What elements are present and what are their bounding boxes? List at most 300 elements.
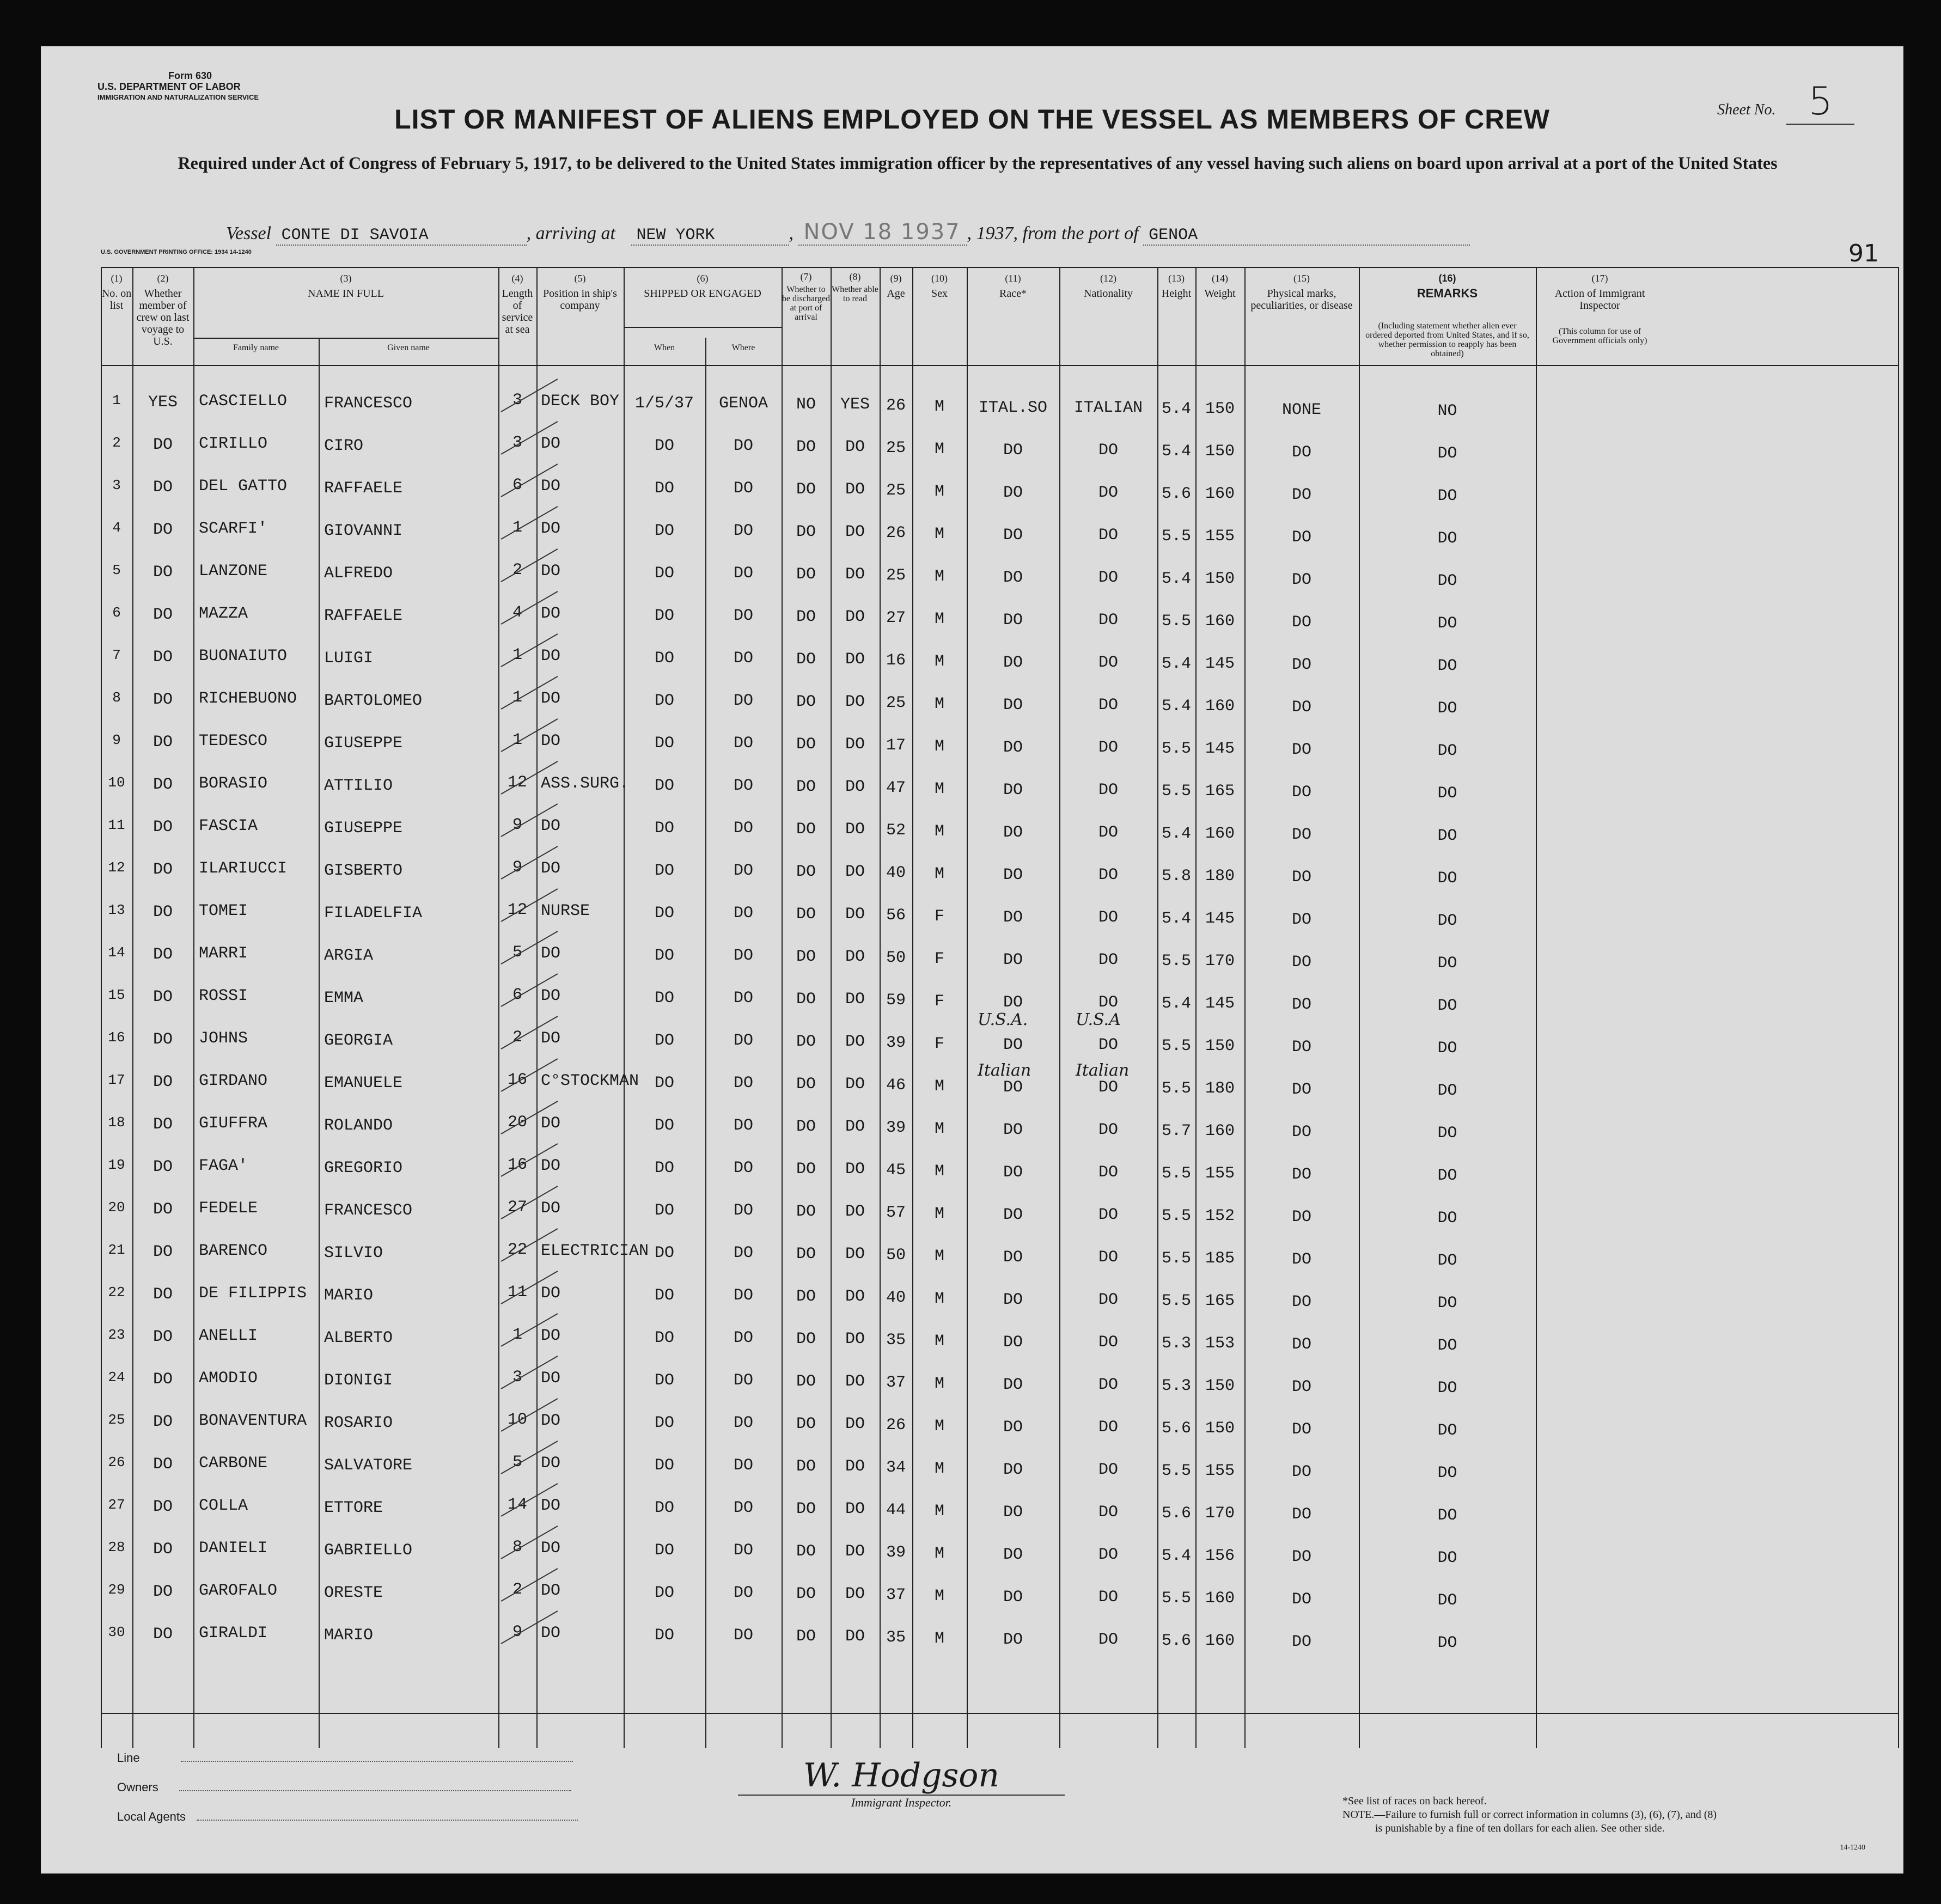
cell-given: CIRO [324,437,364,455]
column-label: Age [887,288,905,300]
cell-weight: 180 [1205,867,1235,886]
cell-given: ROSARIO [324,1414,393,1432]
cell-when: DO [654,1074,674,1093]
cell-last: DO [152,1200,173,1219]
cell-family: GIRDANO [199,1072,268,1090]
cell-nat: DO [1098,1333,1118,1352]
cell-when: DO [654,862,674,880]
cell-position: DO [541,1412,561,1430]
cell-last: DO [152,1030,173,1049]
cell-remarks: DO [1437,1379,1457,1398]
header-family-name: Family name [233,343,279,352]
cell-last: DO [152,1498,173,1516]
cell-position: DO [541,944,561,963]
cell-where: DO [733,734,753,753]
cell-position: DO [541,1284,561,1303]
cell-read: DO [845,608,865,626]
cell-race: DO [1003,1078,1023,1097]
cell-position: DO [541,562,561,581]
cell-sex: M [934,1502,944,1521]
cell-where: DO [733,1541,753,1560]
cell-race: DO [1003,1163,1023,1182]
cell-weight: 160 [1205,612,1235,631]
cell-read: DO [845,1287,865,1306]
line-label: Line [117,1751,140,1765]
cell-weight: 155 [1205,1164,1235,1183]
cell-read: DO [845,778,865,796]
cell-family: CARBONE [199,1454,268,1473]
cell-no: 11 [108,817,125,833]
cell-age: 59 [886,991,906,1010]
cell-position: DO [541,1327,561,1345]
cell-last: DO [152,1583,173,1601]
cell-when: DO [654,734,674,753]
cell-given: ROLANDO [324,1116,393,1135]
cell-service: 1 [512,646,522,664]
cell-last: DO [152,1328,173,1346]
cell-disch: DO [796,1542,816,1561]
column-label: No. on list [101,288,132,312]
column-number: (15) [1293,273,1310,284]
cell-given: FILADELFIA [324,904,423,923]
cell-service: 3 [512,1368,522,1387]
cell-when: DO [654,1456,674,1475]
cell-marks: DO [1291,1081,1311,1099]
cell-remarks: DO [1437,912,1457,930]
cell-position: DO [541,605,561,623]
cell-last: DO [152,1285,173,1304]
cell-where: DO [733,1626,753,1645]
cell-sex: M [934,1290,944,1308]
footnote [1342,1795,1717,1835]
cell-weight: 153 [1205,1334,1235,1353]
cell-race: DO [1003,654,1023,672]
sheet-number-value: 5 [1786,79,1854,125]
column-label: REMARKS [1417,286,1478,300]
header-subdivider [624,327,782,328]
column-label: NAME IN FULL [308,288,384,300]
cell-position: DO [541,1624,561,1643]
cell-race: DO [1003,1588,1023,1607]
cell-read: DO [845,735,865,754]
inspector-label: Immigrant Inspector. [851,1796,952,1809]
cell-position: DO [541,1029,561,1048]
race-correction-usa: U.S.A. [978,1010,1028,1029]
cell-position: DO [541,987,561,1005]
cell-race: DO [1003,1631,1023,1649]
cell-height: 5.6 [1161,1632,1191,1650]
cell-sex: M [934,1545,944,1563]
cell-family: LANZONE [199,562,268,581]
cell-weight: 150 [1205,442,1235,461]
header-inspector-action [1536,272,1664,312]
cell-marks: DO [1291,1250,1311,1269]
cell-last: DO [152,1370,173,1389]
cell-height: 5.5 [1161,1164,1191,1183]
cell-where: DO [733,862,753,880]
cell-read: DO [845,990,865,1009]
cell-given: GABRIELLO [324,1541,413,1560]
cell-weight: 145 [1205,655,1235,673]
cell-last: DO [152,1158,173,1176]
cell-disch: DO [796,1160,816,1179]
cell-service: 16 [507,1156,527,1174]
local-agents-label: Local Agents [117,1810,186,1823]
cell-marks: DO [1291,1590,1311,1609]
cell-height: 5.4 [1161,570,1191,588]
cell-marks: DO [1291,1378,1311,1396]
cell-position: DO [541,732,561,750]
cell-service: 9 [512,1623,522,1641]
cell-given: BARTOLOMEO [324,692,423,710]
cell-nat: DO [1098,441,1118,460]
cell-marks: DO [1291,571,1311,589]
cell-marks: DO [1291,996,1311,1014]
cell-age: 25 [886,566,906,585]
cell-when: DO [654,1329,674,1347]
cell-marks: DO [1291,1335,1311,1354]
cell-given: MARIO [324,1286,374,1305]
cell-disch: DO [796,1203,816,1221]
cell-remarks: DO [1437,869,1457,888]
cell-family: CASCIELLO [199,392,288,411]
cell-disch: DO [796,1287,816,1306]
cell-marks: NONE [1281,401,1321,419]
cell-remarks: DO [1437,827,1457,845]
cell-position: DECK BOY [541,392,620,411]
cell-age: 39 [886,1034,906,1052]
cell-where: DO [733,479,753,498]
cell-given: DIONIGI [324,1371,393,1390]
column-number: (5) [574,273,586,284]
cell-marks: DO [1291,656,1311,674]
column-number: (11) [1005,273,1021,284]
cell-remarks: DO [1437,1337,1457,1355]
cell-marks: DO [1291,783,1311,802]
cell-position: DO [541,1199,561,1218]
cell-nat: DO [1098,1078,1118,1097]
cell-when: DO [654,1371,674,1390]
cell-weight: 160 [1205,697,1235,716]
cell-disch: DO [796,778,816,796]
cell-position: DO [541,1157,561,1175]
cell-position: DO [541,689,561,708]
cell-weight: 170 [1205,952,1235,971]
cell-sex: M [934,525,944,544]
inspector-signature-block [738,1756,1065,1810]
cell-nat: DO [1098,781,1118,800]
cell-read: DO [845,438,865,456]
cell-sex: M [934,737,944,756]
cell-sex: F [934,907,944,926]
cell-sex: M [934,1162,944,1181]
cell-service: 1 [512,1326,522,1344]
cell-when: DO [654,1286,674,1305]
cell-last: DO [152,1540,173,1559]
cell-race: ITAL.SO [978,399,1048,417]
cell-no: 24 [108,1369,125,1386]
cell-weight: 150 [1205,1037,1235,1055]
cell-service: 3 [512,391,522,410]
cell-marks: DO [1291,953,1311,972]
cell-no: 28 [108,1539,125,1555]
header-weight [1195,272,1244,300]
cell-given: SALVATORE [324,1456,413,1475]
cell-remarks: DO [1437,1082,1457,1100]
cell-age: 25 [886,694,906,712]
cell-height: 5.5 [1161,782,1191,801]
cell-no: 10 [108,774,125,791]
cell-height: 5.6 [1161,1504,1191,1523]
cell-height: 5.4 [1161,910,1191,928]
cell-given: GISBERTO [324,862,403,880]
cell-remarks: DO [1437,1124,1457,1143]
cell-read: DO [845,1160,865,1179]
cell-disch: DO [796,735,816,754]
cell-disch: DO [796,1500,816,1518]
owners-label: Owners [117,1780,158,1794]
cell-race: DO [1003,823,1023,842]
cell-marks: DO [1291,911,1311,929]
cell-remarks: DO [1437,572,1457,590]
cell-service: 6 [512,476,522,495]
cell-height: 5.5 [1161,1207,1191,1225]
cell-disch: DO [796,1245,816,1264]
cell-read: DO [845,1415,865,1433]
cell-age: 40 [886,864,906,882]
cell-where: DO [733,1159,753,1177]
cell-position: DO [541,1582,561,1600]
cell-service: 12 [507,901,527,919]
cell-sex: M [934,865,944,883]
vessel-name: CONTE DI SAVOIA [276,226,527,246]
cell-family: TOMEI [199,902,248,920]
departure-port: GENOA [1143,226,1470,246]
cell-position: DO [541,520,561,538]
cell-sex: M [934,1630,944,1648]
cell-last: DO [152,436,173,454]
cell-height: 5.6 [1161,1419,1191,1438]
header-shipped-engaged [624,272,782,300]
cell-sex: M [934,567,944,586]
cell-given: ETTORE [324,1499,383,1517]
cell-family: FAGA' [199,1157,248,1175]
cell-service: 16 [507,1071,527,1089]
cell-disch: DO [796,480,816,499]
cell-given: GREGORIO [324,1159,403,1177]
cell-where: DO [733,1116,753,1135]
cell-weight: 150 [1205,400,1235,418]
cell-when: DO [654,904,674,923]
cell-race: DO [1003,1121,1023,1139]
cell-weight: 156 [1205,1547,1235,1565]
cell-no: 18 [108,1114,125,1131]
fine-note-cont: is punishable by a fine of ten dollars for each alien. See other side. [1375,1822,1665,1834]
header-position [536,272,624,312]
header-age [880,272,912,300]
header-no-on-list [101,272,132,312]
column-number: (8) [849,271,861,282]
cell-height: 5.5 [1161,952,1191,971]
cell-remarks: DO [1437,1294,1457,1313]
cell-race: DO [1003,569,1023,587]
cell-weight: 160 [1205,1122,1235,1140]
cell-family: BORASIO [199,774,268,793]
cell-given: ALFREDO [324,564,393,583]
cell-where: DO [733,437,753,455]
cell-family: CIRILLO [199,435,268,453]
cell-service: 5 [512,1453,522,1472]
cell-disch: DO [796,1118,816,1136]
cell-race: DO [1003,781,1023,800]
cell-age: 47 [886,779,906,797]
row-divider [101,267,1898,268]
cell-when: DO [654,819,674,838]
cell-last: DO [152,521,173,539]
cell-sex: M [934,610,944,628]
cell-height: 5.3 [1161,1334,1191,1353]
cell-age: 45 [886,1161,906,1180]
cell-service: 9 [512,858,522,877]
cell-disch: DO [796,1627,816,1646]
cell-family: BARENCO [199,1242,268,1260]
cell-when: DO [654,1244,674,1262]
cell-race: DO [1003,526,1023,545]
cell-last: DO [152,861,173,879]
cell-nat: DO [1098,1121,1118,1139]
cell-position: DO [541,647,561,666]
cell-service: 4 [512,603,522,622]
cell-disch: DO [796,438,816,456]
cell-height: 5.5 [1161,1292,1191,1310]
cell-nat: DO [1098,1291,1118,1309]
cell-no: 12 [108,859,125,876]
cell-family: RICHEBUONO [199,689,297,708]
nationality-correction-usa: U.S.A [1076,1010,1121,1029]
cell-height: 5.6 [1161,485,1191,503]
cell-service: 2 [512,1580,522,1599]
cell-nat: DO [1098,739,1118,757]
arrival-date-stamp: NOV 18 1937 [798,219,967,246]
cell-service: 20 [507,1113,527,1132]
cell-remarks: DO [1437,657,1457,675]
cell-read: DO [845,1330,865,1348]
cell-weight: 160 [1205,1589,1235,1608]
cell-race: DO [1003,611,1023,630]
cell-nat: DO [1098,866,1118,884]
cell-when: DO [654,777,674,795]
header-nationality [1059,272,1157,300]
header-able-to-read [831,272,880,303]
cell-age: 40 [886,1289,906,1307]
cell-service: 1 [512,518,522,537]
cell-race: DO [1003,951,1023,969]
cell-where: DO [733,947,753,965]
cell-marks: DO [1291,1463,1311,1481]
header-discharged [782,272,831,322]
cell-remarks: DO [1437,529,1457,548]
crew-manifest-table [101,267,1898,1748]
cell-family: GIRALDI [199,1624,268,1643]
cell-no: 13 [108,902,125,918]
cell-position: DO [541,1497,561,1515]
header-physical-marks [1244,272,1359,312]
cell-where: DO [733,1414,753,1432]
cell-sex: M [934,1247,944,1266]
cell-disch: DO [796,905,816,924]
cell-service: 12 [507,773,527,792]
cell-age: 25 [886,481,906,500]
cell-nat: DO [1098,908,1118,927]
cell-when: DO [654,437,674,455]
cell-race: DO [1003,1333,1023,1352]
cell-race: DO [1003,696,1023,715]
cell-last: DO [152,691,173,709]
cell-age: 50 [886,1246,906,1265]
header-sex [912,272,967,300]
cell-when: DO [654,479,674,498]
cell-family: COLLA [199,1497,248,1515]
cell-marks: DO [1291,1123,1311,1142]
cell-weight: 165 [1205,782,1235,801]
cell-no: 21 [108,1242,125,1258]
cell-family: DANIELI [199,1539,268,1558]
cell-no: 7 [112,647,121,663]
cell-height: 5.5 [1161,1037,1191,1055]
cell-read: DO [845,1033,865,1051]
header-when: When [654,343,675,352]
cell-service: 22 [507,1241,527,1259]
cell-last: DO [152,563,173,582]
cell-read: DO [845,948,865,966]
cell-race: DO [1003,1248,1023,1267]
cell-marks: DO [1291,868,1311,887]
cell-position: DO [541,1369,561,1388]
cell-weight: 152 [1205,1207,1235,1225]
cell-when: DO [654,649,674,668]
cell-family: SCARFI' [199,520,268,538]
cell-service: 8 [512,1538,522,1557]
cell-nat: DO [1098,654,1118,672]
cell-family: DE FILIPPIS [199,1284,307,1303]
cell-no: 3 [112,477,121,493]
cell-when: DO [654,564,674,583]
cell-position: NURSE [541,902,590,920]
cell-sex: M [934,1587,944,1606]
cell-race: DO [1003,908,1023,927]
cell-nat: DO [1098,1206,1118,1224]
cell-height: 5.4 [1161,825,1191,843]
cell-nat: DO [1098,1376,1118,1394]
cell-sex: M [934,398,944,416]
column-number: (14) [1212,273,1228,284]
cell-disch: DO [796,1330,816,1348]
column-label: SHIPPED OR ENGAGED [644,288,761,300]
cell-weight: 155 [1205,527,1235,546]
cell-remarks: DO [1437,784,1457,803]
cell-when: DO [654,1414,674,1432]
cell-weight: 165 [1205,1292,1235,1310]
cell-remarks: DO [1437,444,1457,463]
cell-service: 1 [512,731,522,749]
cell-read: DO [845,1457,865,1476]
cell-no: 29 [108,1582,125,1598]
cell-service: 9 [512,816,522,834]
page-number: 91 [1848,240,1879,267]
cell-last: DO [152,1073,173,1091]
cell-where: DO [733,1371,753,1390]
cell-when: DO [654,1626,674,1645]
